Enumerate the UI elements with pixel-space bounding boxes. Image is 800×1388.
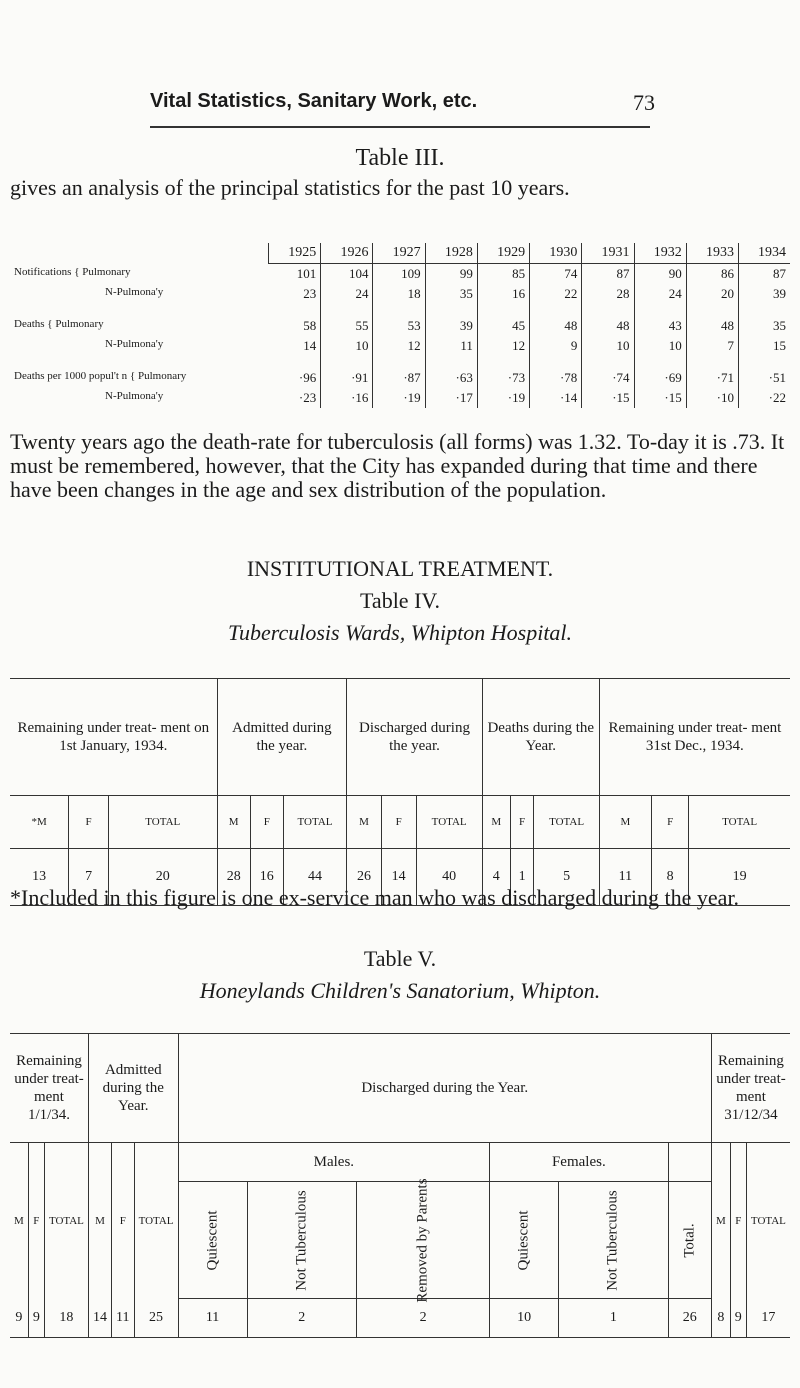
- table-cell: 48: [686, 304, 738, 336]
- table-cell: ·15: [582, 388, 634, 408]
- table-row: [10, 1299, 790, 1338]
- table-cell: 11: [178, 1299, 247, 1338]
- table5-subheader: M: [10, 1143, 28, 1299]
- table-cell: ·17: [425, 388, 477, 408]
- table-cell: 35: [425, 284, 477, 304]
- table4-footnote: *Included in this figure is one ex-service man who was discharged during the year.: [10, 885, 740, 910]
- table-cell: 10: [490, 1299, 559, 1338]
- page-number: 73: [633, 90, 655, 115]
- table5-header: Remaining under treat- ment 31/12/34: [716, 1053, 786, 1123]
- table5-subheader: TOTAL: [44, 1143, 88, 1299]
- table-cell: 9: [28, 1299, 44, 1338]
- table4-subheader: *M: [10, 796, 69, 849]
- table5-subheader: M: [711, 1143, 730, 1299]
- vertical-header: Quiescent: [490, 1182, 559, 1299]
- table-cell: 7: [69, 849, 109, 906]
- table4-subheader: F: [250, 796, 283, 849]
- table-cell: 35: [773, 318, 786, 333]
- table-cell: 7: [686, 336, 738, 356]
- year-header: 1932: [634, 243, 686, 264]
- vertical-header: Not Tuberculous: [247, 1182, 356, 1299]
- body-paragraph: Twenty years ago the death-rate for tuberculosis (all forms) was 1.32. To-day it is .73. It must be remembered, however, that the City has expanded during that time and there have been changes in the age and sex distribution of the population.: [10, 429, 785, 502]
- table-cell: 24: [634, 284, 686, 304]
- table-cell: 17: [761, 1309, 776, 1325]
- table5-subheader: F: [28, 1143, 44, 1299]
- header-rule: [150, 126, 650, 128]
- table-cell: 8: [652, 849, 689, 906]
- row-label: N-Pulmona'y: [105, 286, 164, 298]
- table-row: [10, 284, 790, 304]
- table-cell: 53: [373, 304, 425, 336]
- table5-header: Admitted during the Year.: [88, 1034, 178, 1143]
- vertical-header: Not Tuberculous: [559, 1182, 668, 1299]
- table-cell: ·22: [768, 390, 786, 405]
- table4-header: Remaining under treat- ment on 1st January, 1934.: [10, 679, 217, 796]
- table4-title: Table IV.: [360, 588, 440, 613]
- table-cell: 48: [582, 304, 634, 336]
- year-header: 1931: [582, 243, 634, 264]
- year-header: 1934: [738, 243, 790, 264]
- table5-subheader: F: [112, 1143, 135, 1299]
- table-cell: ·14: [530, 388, 582, 408]
- table4-subheader: M: [482, 796, 510, 849]
- table-cell: ·74: [582, 356, 634, 388]
- table-cell: 20: [686, 284, 738, 304]
- table-cell: ·71: [686, 356, 738, 388]
- males-header: Males.: [178, 1143, 490, 1182]
- table-cell: 104: [321, 264, 373, 285]
- vertical-header: Removed by Parents: [356, 1182, 489, 1299]
- table-cell: ·91: [321, 356, 373, 388]
- table-cell: 39: [425, 304, 477, 336]
- vertical-header: Total.: [668, 1182, 711, 1299]
- table-cell: ·51: [768, 370, 786, 385]
- table4-subtitle: Tuberculosis Wards, Whipton Hospital.: [227, 620, 573, 645]
- table-cell: 48: [530, 304, 582, 336]
- table4-subheader: M: [599, 796, 651, 849]
- table-cell: 11: [425, 336, 477, 356]
- table-cell: 99: [425, 264, 477, 285]
- table-cell: 25: [134, 1299, 178, 1338]
- table3-corner: [10, 243, 269, 264]
- table-cell: 2: [356, 1299, 489, 1338]
- table-cell: 2: [247, 1299, 356, 1338]
- females-header: Females.: [490, 1143, 668, 1182]
- table-cell: ·63: [425, 356, 477, 388]
- table-cell: 9: [530, 336, 582, 356]
- table3-title: Table III.: [355, 145, 445, 171]
- table-cell: 12: [373, 336, 425, 356]
- table-cell: 22: [530, 284, 582, 304]
- table-cell: 1: [510, 849, 534, 906]
- table4: [10, 678, 790, 906]
- table-cell: 9: [10, 1299, 28, 1338]
- table3: [10, 243, 790, 408]
- table4-header: Deaths during the Year.: [482, 679, 599, 796]
- table5-subheader: TOTAL: [134, 1143, 178, 1299]
- table5-header: Discharged during the Year.: [178, 1034, 711, 1143]
- table-cell: ·87: [373, 356, 425, 388]
- table-cell: 39: [773, 286, 786, 301]
- table4-subheader: F: [510, 796, 534, 849]
- running-head: [150, 90, 655, 115]
- total-spacer: [668, 1143, 711, 1182]
- table-cell: 9: [730, 1299, 746, 1338]
- table-cell: ·73: [477, 356, 529, 388]
- table-cell: 8: [711, 1299, 730, 1338]
- table-cell: 23: [269, 284, 321, 304]
- table-cell: 24: [321, 284, 373, 304]
- year-header: 1930: [530, 243, 582, 264]
- table-cell: ·23: [269, 388, 321, 408]
- table-cell: ·19: [477, 388, 529, 408]
- row-label: N-Pulmona'y: [105, 390, 164, 402]
- table-cell: 18: [44, 1299, 88, 1338]
- table-cell: 86: [686, 264, 738, 285]
- table-cell: 10: [582, 336, 634, 356]
- row-label: Deaths per 1000 popul't n { Pulmonary: [14, 370, 187, 382]
- table-cell: 28: [582, 284, 634, 304]
- table5-subheader: F: [730, 1143, 746, 1299]
- section-heading: INSTITUTIONAL TREATMENT.: [246, 556, 554, 581]
- table-cell: 87: [773, 266, 786, 281]
- table-cell: 16: [250, 849, 283, 906]
- table-cell: 14: [88, 1299, 111, 1338]
- table-cell: 1: [559, 1299, 668, 1338]
- table4-header: Discharged during the year.: [347, 679, 483, 796]
- table5-subheader: M: [88, 1143, 111, 1299]
- table4-subheader: F: [652, 796, 689, 849]
- table4-header: Remaining under treat- ment 31st Dec., 1934.: [608, 720, 782, 754]
- table-cell: 58: [269, 304, 321, 336]
- table-row: [10, 304, 790, 336]
- table-cell: ·69: [634, 356, 686, 388]
- table-cell: 11: [599, 849, 651, 906]
- row-label: Notifications { Pulmonary: [14, 265, 131, 278]
- table-cell: 5: [534, 849, 599, 906]
- table-cell: 4: [482, 849, 510, 906]
- table-cell: 43: [634, 304, 686, 336]
- table-cell: ·96: [269, 356, 321, 388]
- table-cell: 14: [381, 849, 416, 906]
- table-cell: 10: [634, 336, 686, 356]
- table-cell: ·16: [321, 388, 373, 408]
- table4-subheader: F: [381, 796, 416, 849]
- table-row: [10, 264, 790, 285]
- table-cell: 55: [321, 304, 373, 336]
- table-cell: 40: [416, 849, 482, 906]
- row-label: N-Pulmona'y: [105, 338, 164, 350]
- table5-title: Table V.: [363, 946, 437, 971]
- table4-header: Admitted during the year.: [217, 679, 347, 796]
- table3-intro: gives an analysis of the principal statistics for the past 10 years.: [10, 175, 570, 200]
- table4-subheader: TOTAL: [108, 796, 217, 849]
- table-cell: 109: [373, 264, 425, 285]
- year-header: 1928: [425, 243, 477, 264]
- table-row: [10, 336, 790, 356]
- table-cell: 90: [634, 264, 686, 285]
- table4-subheader: TOTAL: [416, 796, 482, 849]
- vertical-header: Quiescent: [178, 1182, 247, 1299]
- year-header: 1927: [373, 243, 425, 264]
- table-cell: 74: [530, 264, 582, 285]
- table5-subheader: TOTAL: [746, 1143, 790, 1299]
- year-header: 1933: [686, 243, 738, 264]
- table-cell: 16: [477, 284, 529, 304]
- running-head-text: Vital Statistics, Sanitary Work, etc.: [150, 90, 478, 112]
- table-cell: 13: [10, 849, 69, 906]
- table-cell: ·15: [634, 388, 686, 408]
- table-cell: 11: [112, 1299, 135, 1338]
- table-cell: ·10: [686, 388, 738, 408]
- table4-subheader: TOTAL: [283, 796, 346, 849]
- table-cell: 19: [732, 869, 747, 884]
- table4-subheader: TOTAL: [689, 796, 790, 849]
- table-cell: 14: [269, 336, 321, 356]
- table-cell: ·78: [530, 356, 582, 388]
- table-cell: 26: [668, 1299, 711, 1338]
- table-row: [10, 356, 790, 388]
- table-cell: 26: [347, 849, 382, 906]
- table4-subheader: M: [217, 796, 250, 849]
- row-label: Deaths { Pulmonary: [14, 318, 104, 330]
- table4-subheader: F: [69, 796, 109, 849]
- year-header: 1925: [269, 243, 321, 264]
- table-cell: 85: [477, 264, 529, 285]
- table-cell: 10: [321, 336, 373, 356]
- table4-subheader: M: [347, 796, 382, 849]
- table-cell: ·19: [373, 388, 425, 408]
- table5-header: Remaining under treat- ment 1/1/34.: [10, 1034, 88, 1143]
- table-cell: 44: [283, 849, 346, 906]
- table-cell: 28: [217, 849, 250, 906]
- table5-subtitle: Honeylands Children's Sanatorium, Whipton.: [199, 978, 601, 1003]
- table-cell: 87: [582, 264, 634, 285]
- table-cell: 18: [373, 284, 425, 304]
- table-cell: 12: [477, 336, 529, 356]
- year-header: 1926: [321, 243, 373, 264]
- table-row: [10, 388, 790, 408]
- year-header: 1929: [477, 243, 529, 264]
- table5: [10, 1033, 790, 1338]
- table-cell: 101: [269, 264, 321, 285]
- table4-subheader: TOTAL: [534, 796, 599, 849]
- table-cell: 20: [108, 849, 217, 906]
- table-cell: 15: [773, 338, 786, 353]
- table-cell: 45: [477, 304, 529, 336]
